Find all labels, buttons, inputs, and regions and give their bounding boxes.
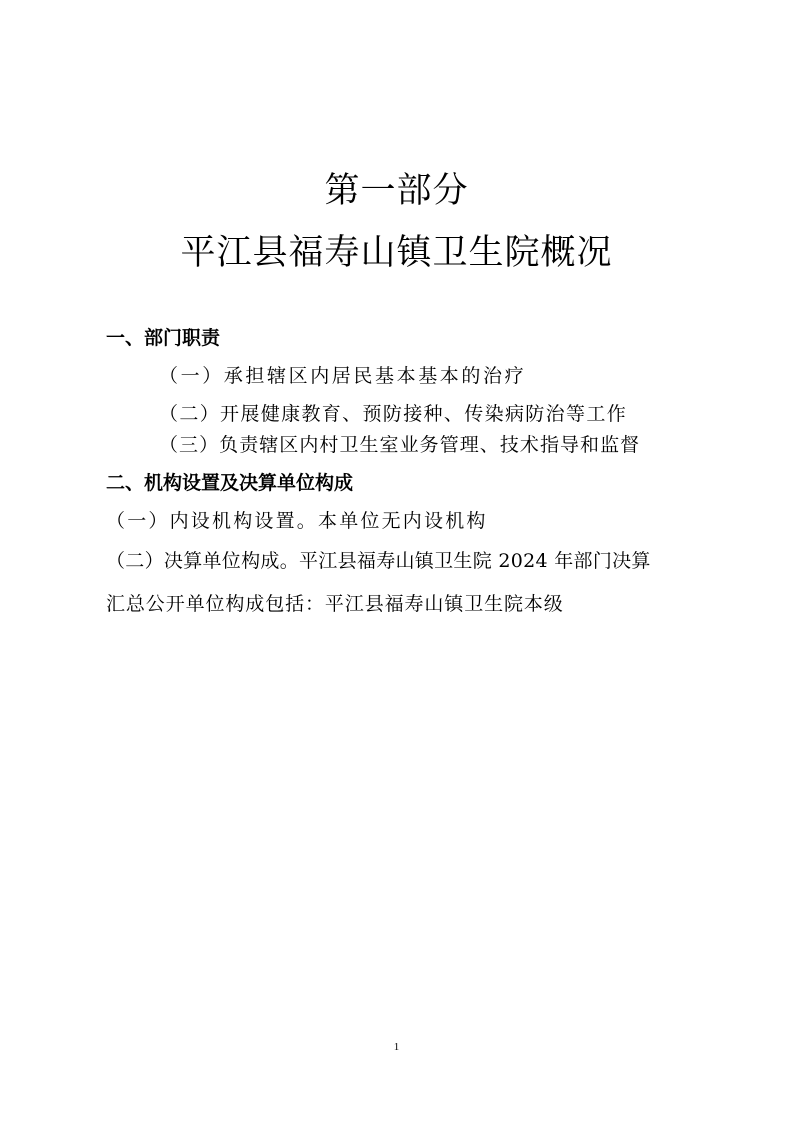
duty-item-1: （一）承担辖区内居民基本基本的治疗 xyxy=(159,365,527,387)
page-number: 1 xyxy=(393,1041,400,1053)
section-heading-organization: 二、机构设置及决算单位构成 xyxy=(106,472,354,494)
organization-paragraph-2: （二）决算单位构成。平江县福寿山镇卫生院 2024 年部门决算 xyxy=(106,550,651,572)
duty-item-3: （三）负责辖区内村卫生室业务管理、技术指导和监督 xyxy=(159,434,641,456)
organization-paragraph-1: （一）内设机构设置。本单位无内设机构 xyxy=(106,510,488,532)
section-heading-duties: 一、部门职责 xyxy=(106,327,221,349)
duty-item-2: （二）开展健康教育、预防接种、传染病防治等工作 xyxy=(159,403,628,425)
document-subtitle: 平江县福寿山镇卫生院概况 xyxy=(180,233,613,273)
organization-paragraph-2-continued: 汇总公开单位构成包括：平江县福寿山镇卫生院本级 xyxy=(106,593,564,615)
document-title: 第一部分 xyxy=(324,171,469,211)
